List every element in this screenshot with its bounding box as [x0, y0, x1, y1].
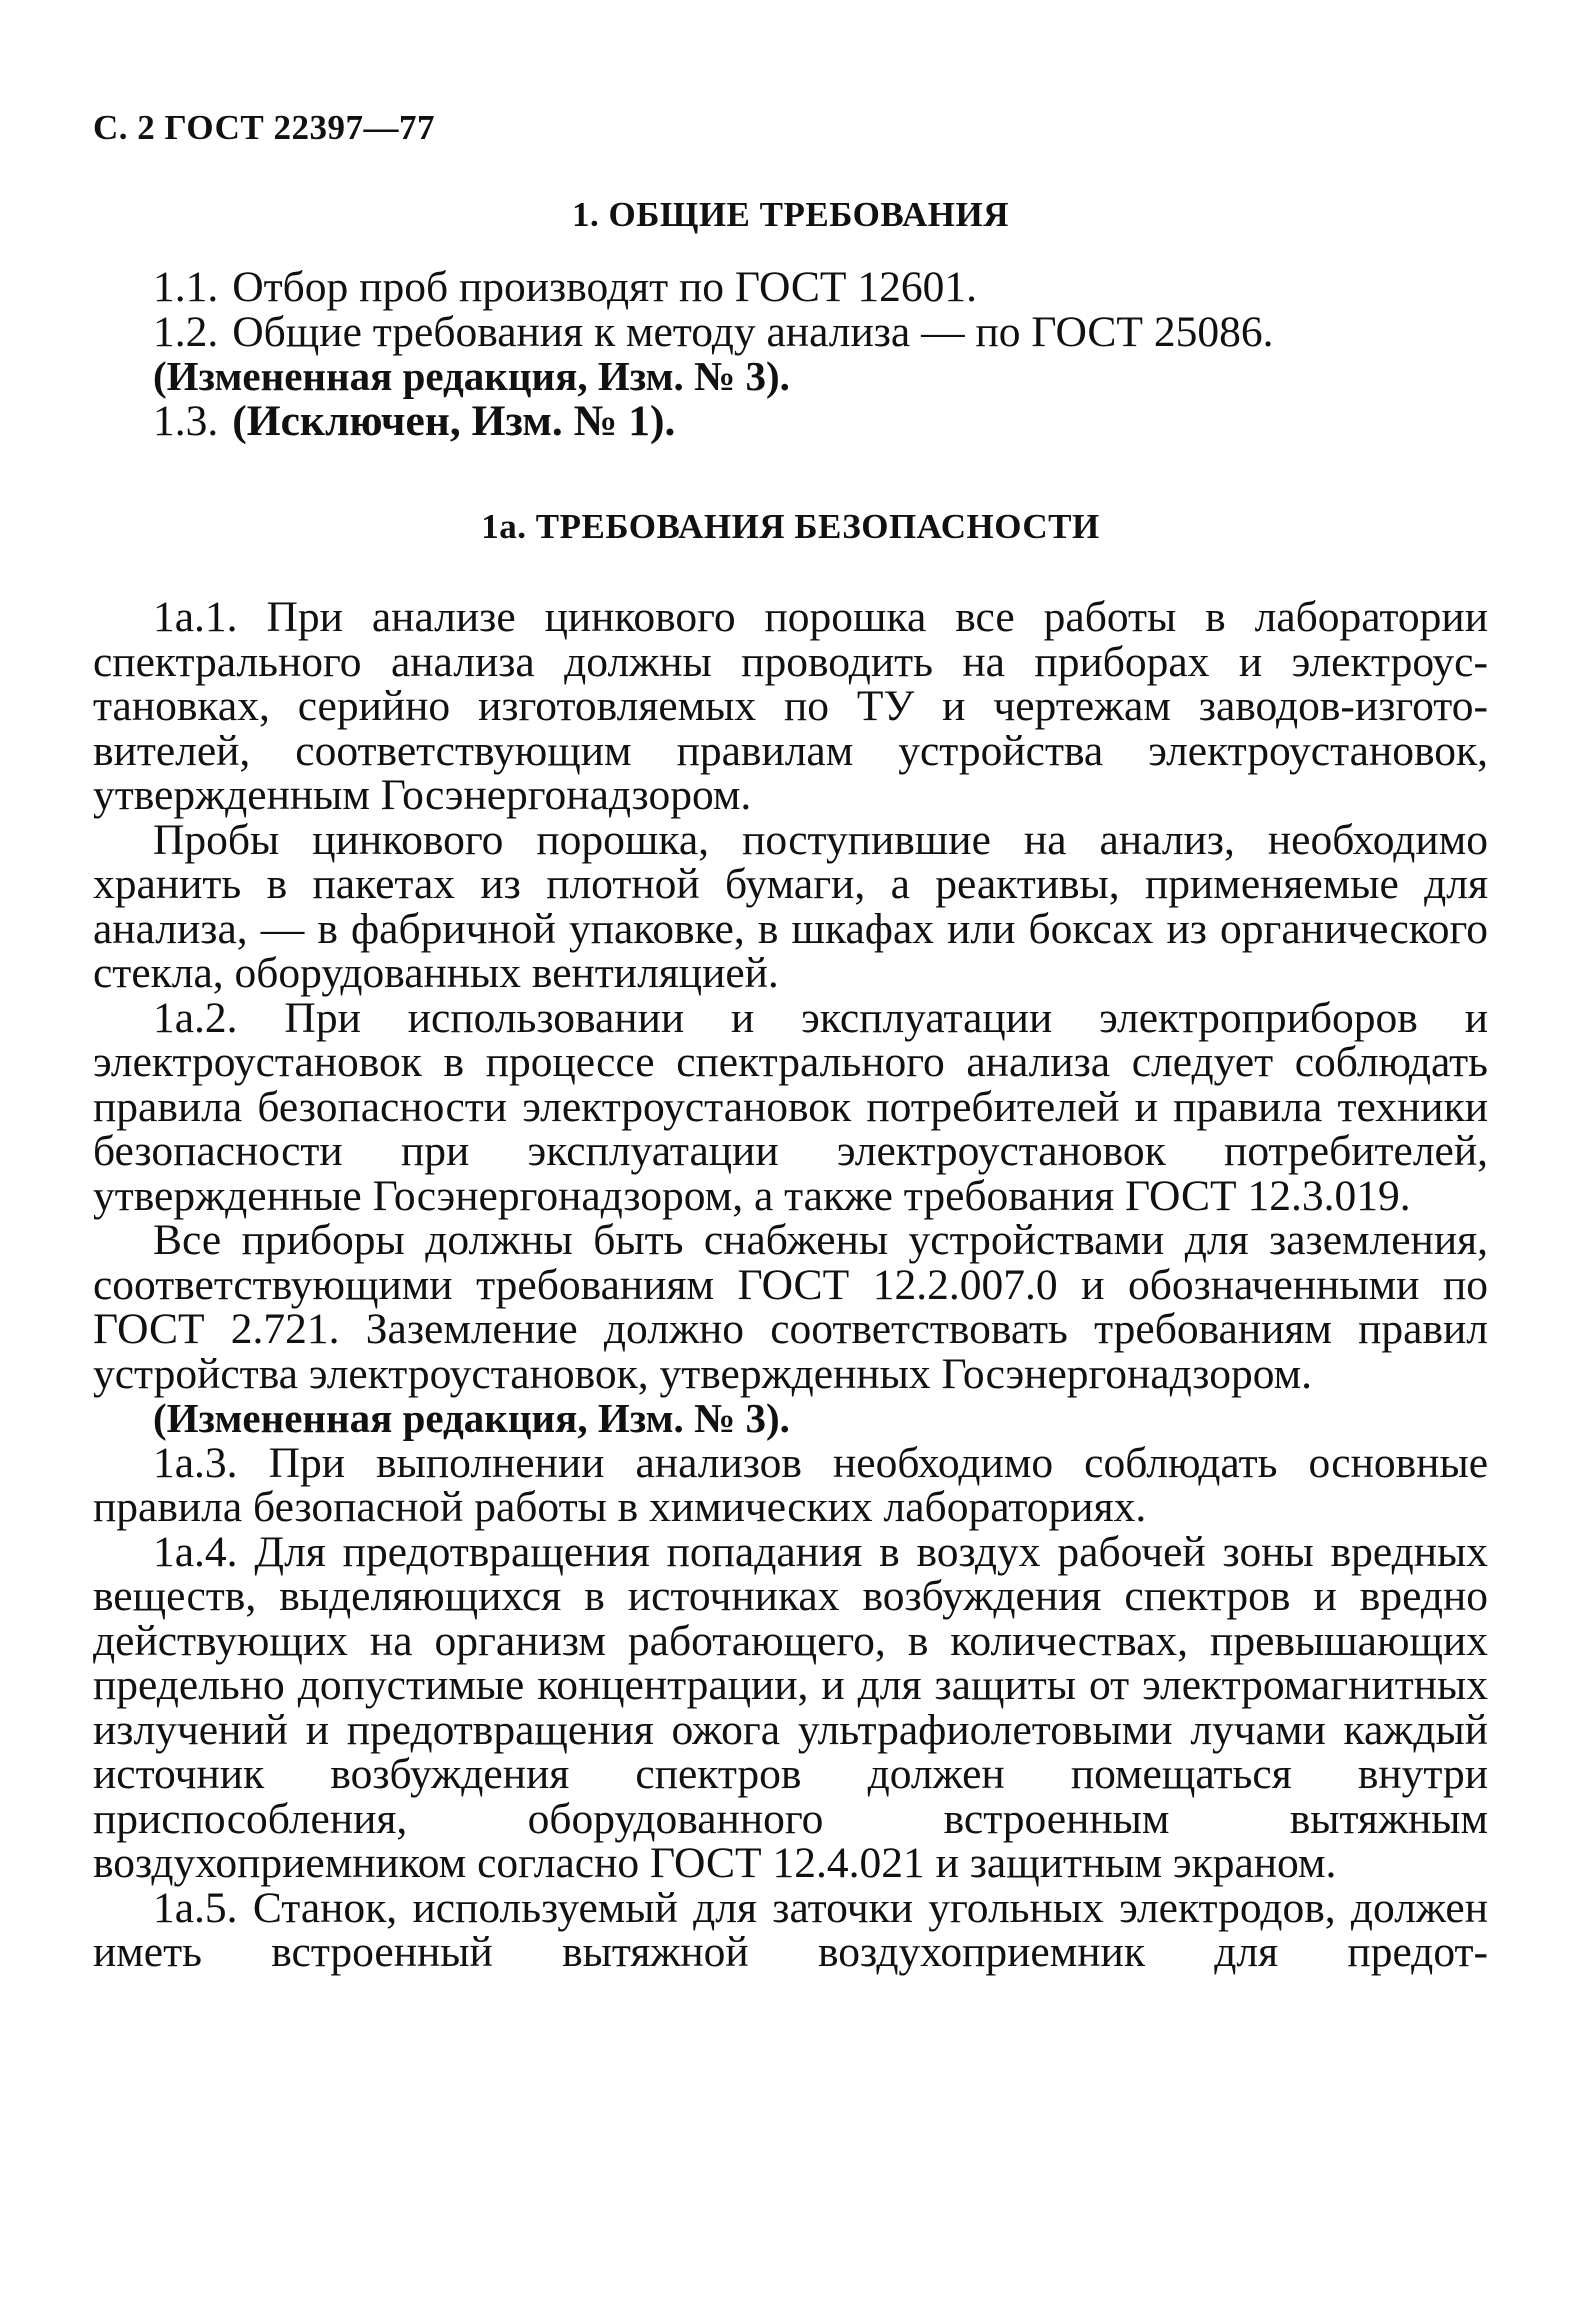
- section-heading-general: 1. ОБЩИЕ ТРЕБОВАНИЯ: [572, 195, 1009, 234]
- clause-1a-5: 1а.5. Станок, используемый для заточки угольных электродов, должен иметь встроенный вытяжной воздухоприемник для предот-: [93, 1883, 1488, 1976]
- clause-number: 1.2.: [153, 307, 219, 356]
- amendment-note: (Измененная редакция, Изм. № 3).: [153, 353, 790, 399]
- clause-1a-3: 1а.3. При выполнении анализов необходимо соблюдать основные правила безопасной работы в химических лабораториях.: [93, 1438, 1488, 1531]
- clause-1a-1: 1а.1. При анализе цинкового порошка все работы в лаборатории спектрального анализа должны проводить на приборах и электроустановках, серийно изготовляемых по ТУ и чертежам заводов-изготовителей, соответствующим правилам устройства электроустановок, утвержденным Госэнергонадзором.: [93, 593, 1488, 819]
- paragraph-grounding: Все приборы должны быть снабжены устройствами для заземления, соответствующими требованиям ГОСТ 12.2.007.0 и обозначенными по ГОСТ 2.721. Заземление должно соответствовать требованиям правил устройства электроустановок, утвержденных Госэнергонадзором.: [93, 1216, 1488, 1398]
- clause-1a-2: 1а.2. При использовании и эксплуатации электроприборов и электроустановок в процессе спектрального анализа следует соблюдать правила безопасности электроустановок потребителей и правила техники безопасности при эксплуатации электроустановок потребителей, утвержденные Госэнергонадзором, а также требования ГОСТ 12.3.019.: [93, 993, 1488, 1220]
- clause-1-1: [93, 265, 1488, 310]
- page-header: С. 2 ГОСТ 22397—77: [93, 108, 435, 147]
- clause-1-3: [93, 396, 1488, 445]
- clause-1-2: [93, 307, 1488, 356]
- amendment-note: (Измененная редакция, Изм. № 3).: [153, 1395, 790, 1441]
- clause-text: Отбор проб производят по ГОСТ 12601.: [232, 263, 977, 311]
- clause-1a-4: 1а.4. Для предотвращения попадания в воздух рабочей зоны вредных веществ, выделяющихся в источниках возбуждения спектров и вредно действующих на организм работающего, в количествах, превышающих предельно допустимые концентрации, и для защиты от электромагнитных излучений и предотвращения ожога ультрафиолетовыми лучами каждый источник возбуждения спектров должен помещаться внутри приспособления, оборудованного встроенным вытяжным воздухоприемником согласно ГОСТ 12.4.021 и защитным экраном.: [93, 1527, 1488, 1887]
- section-heading-safety: 1а. ТРЕБОВАНИЯ БЕЗОПАСНОСТИ: [481, 507, 1100, 546]
- clause-number: 1.1.: [153, 263, 219, 311]
- document-body: [93, 195, 1488, 1975]
- clause-text: Общие требования к методу анализа — по ГОСТ 25086.: [232, 307, 1274, 356]
- clause-number: 1.3.: [153, 396, 219, 445]
- clause-text: (Исключен, Изм. № 1).: [232, 396, 676, 445]
- paragraph-samples-storage: Пробы цинкового порошка, поступившие на анализ, необходимо хранить в пакетах из плотной бумаги, а реактивы, применяемые для анализа, — в фабричной упаковке, в шкафах или боксах из органического стекла, оборудованных вентиляцией.: [93, 815, 1488, 997]
